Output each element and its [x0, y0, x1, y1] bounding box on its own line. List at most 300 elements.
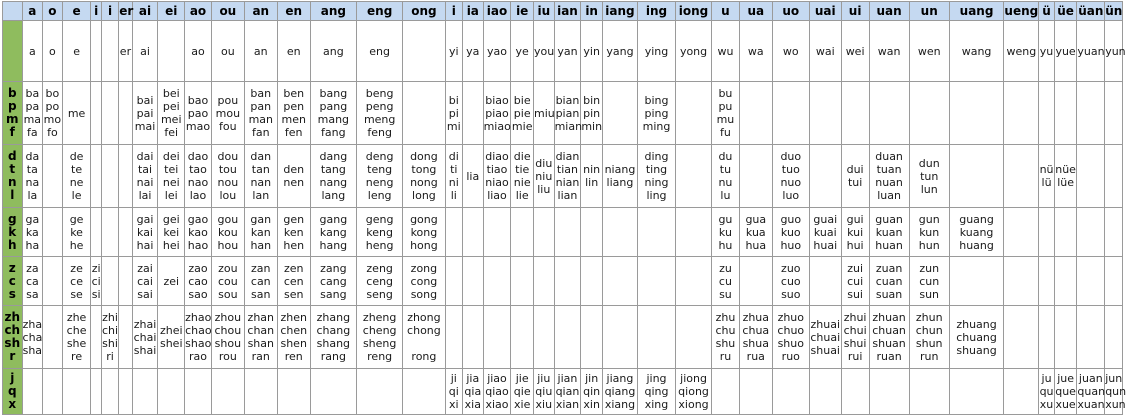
syllable-cell: ba pa ma fa: [22, 82, 43, 145]
syllable-cell: gu ku hu: [712, 208, 740, 257]
syllable-cell: zhan chan shan ran: [244, 306, 277, 369]
initial-group-label: j q x: [3, 369, 23, 415]
final-header-cell: a: [22, 2, 43, 21]
standalone-syllable-cell: [403, 21, 445, 82]
syllable-cell: [809, 369, 841, 415]
syllable-cell: ben pen men fen: [277, 82, 310, 145]
syllable-cell: [22, 369, 43, 415]
standalone-syllable-cell: [158, 21, 185, 82]
initial-group-row: [3, 306, 1123, 369]
syllable-cell: ban pan man fan: [244, 82, 277, 145]
syllable-cell: [1077, 306, 1105, 369]
syllable-cell: [119, 306, 132, 369]
syllable-cell: [534, 208, 555, 257]
syllable-cell: jian qian xian: [554, 369, 581, 415]
syllable-cell: bei pei mei fei: [158, 82, 185, 145]
syllable-cell: [211, 369, 244, 415]
syllable-cell: [809, 82, 841, 145]
syllable-cell: [581, 208, 603, 257]
syllable-cell: [1105, 145, 1123, 208]
initial-group-label: b p m f: [3, 82, 23, 145]
syllable-cell: jin qin xin: [581, 369, 603, 415]
syllable-cell: gou kou hou: [211, 208, 244, 257]
syllable-cell: bi pi mi: [445, 82, 463, 145]
final-header-cell: en: [277, 2, 310, 21]
syllable-cell: [1004, 145, 1039, 208]
final-header-cell: ong: [403, 2, 445, 21]
syllable-cell: [483, 257, 511, 306]
syllable-cell: [602, 257, 637, 306]
syllable-cell: [91, 369, 101, 415]
syllable-cell: zhuan chuan shuan ruan: [869, 306, 909, 369]
syllable-cell: gun kun hun: [909, 208, 949, 257]
syllable-cell: [445, 208, 463, 257]
final-header-cell: eng: [357, 2, 403, 21]
syllable-cell: [1039, 306, 1054, 369]
standalone-syllable-cell: [101, 21, 119, 82]
syllable-cell: ding ting ning ling: [637, 145, 675, 208]
final-header-cell: ui: [841, 2, 869, 21]
syllable-cell: zhang chang shang rang: [310, 306, 356, 369]
syllable-cell: [869, 369, 909, 415]
syllable-cell: [1039, 82, 1054, 145]
initial-group-label: g k h: [3, 208, 23, 257]
standalone-syllable-cell: en: [277, 21, 310, 82]
syllable-cell: [772, 82, 809, 145]
syllable-cell: [101, 208, 119, 257]
syllable-cell: [809, 145, 841, 208]
syllable-cell: [1105, 257, 1123, 306]
syllable-cell: [119, 369, 132, 415]
syllable-cell: jing qing xing: [637, 369, 675, 415]
syllable-cell: [581, 257, 603, 306]
syllable-cell: bo po mo fo: [43, 82, 63, 145]
finals-header-row: [3, 2, 1123, 21]
syllable-cell: ju qu xu: [1039, 369, 1054, 415]
syllable-cell: [310, 369, 356, 415]
syllable-cell: [676, 208, 712, 257]
standalone-syllable-cell: [91, 21, 101, 82]
syllable-cell: [739, 82, 772, 145]
syllable-cell: [101, 145, 119, 208]
syllable-cell: [1054, 306, 1077, 369]
syllable-cell: dong tong nong long: [403, 145, 445, 208]
syllable-cell: dian tian nian lian: [554, 145, 581, 208]
syllable-cell: dao tao nao lao: [185, 145, 212, 208]
standalone-syllable-cell: yu: [1039, 21, 1054, 82]
syllable-cell: beng peng meng feng: [357, 82, 403, 145]
syllable-cell: [445, 306, 463, 369]
syllable-cell: zen cen sen: [277, 257, 310, 306]
final-header-cell: ai: [132, 2, 158, 21]
syllable-cell: [62, 369, 91, 415]
final-header-cell: u: [712, 2, 740, 21]
syllable-cell: [739, 145, 772, 208]
syllable-cell: [1039, 208, 1054, 257]
standalone-syllable-cell: yao: [483, 21, 511, 82]
final-header-cell: uo: [772, 2, 809, 21]
syllable-cell: [841, 82, 869, 145]
final-header-cell: an: [244, 2, 277, 21]
syllable-cell: [1004, 208, 1039, 257]
syllable-cell: nüe lüe: [1054, 145, 1077, 208]
syllable-cell: zhuang chuang shuang: [949, 306, 1004, 369]
syllable-cell: ga ka ha: [22, 208, 43, 257]
syllable-cell: [91, 82, 101, 145]
standalone-syllable-cell: e: [62, 21, 91, 82]
syllable-cell: [1004, 306, 1039, 369]
syllable-cell: [185, 369, 212, 415]
syllable-cell: duo tuo nuo luo: [772, 145, 809, 208]
syllable-cell: gong kong hong: [403, 208, 445, 257]
syllable-cell: [158, 369, 185, 415]
syllable-cell: zhong chong rong: [403, 306, 445, 369]
syllable-cell: [554, 208, 581, 257]
standalone-syllable-cell: ye: [511, 21, 534, 82]
syllable-cell: [1004, 257, 1039, 306]
initial-group-label: d t n l: [3, 145, 23, 208]
final-header-cell: uang: [949, 2, 1004, 21]
syllable-cell: [119, 208, 132, 257]
syllable-cell: zan can san: [244, 257, 277, 306]
syllable-cell: gao kao hao: [185, 208, 212, 257]
syllable-cell: [101, 257, 119, 306]
syllable-cell: [739, 369, 772, 415]
syllable-cell: [534, 306, 555, 369]
syllable-cell: niang liang: [602, 145, 637, 208]
syllable-cell: [403, 82, 445, 145]
syllable-cell: jiu qiu xiu: [534, 369, 555, 415]
syllable-cell: da ta na la: [22, 145, 43, 208]
standalone-syllable-cell: wai: [809, 21, 841, 82]
syllable-cell: [739, 257, 772, 306]
syllable-cell: zang cang sang: [310, 257, 356, 306]
syllable-cell: [43, 306, 63, 369]
syllable-cell: [463, 257, 484, 306]
syllable-cell: gei kei hei: [158, 208, 185, 257]
syllable-cell: zui cui sui: [841, 257, 869, 306]
syllable-cell: [772, 369, 809, 415]
standalone-syllable-cell: ao: [185, 21, 212, 82]
syllable-cell: duan tuan nuan luan: [869, 145, 909, 208]
syllable-cell: [949, 82, 1004, 145]
standalone-syllable-cell: wa: [739, 21, 772, 82]
syllable-cell: zha cha sha: [22, 306, 43, 369]
standalone-syllable-cell: ang: [310, 21, 356, 82]
syllable-cell: [277, 369, 310, 415]
standalone-syllable-cell: yi: [445, 21, 463, 82]
standalone-syllable-cell: ai: [132, 21, 158, 82]
syllable-cell: biao piao miao: [483, 82, 511, 145]
final-header-cell: üe: [1054, 2, 1077, 21]
syllable-cell: [554, 306, 581, 369]
syllable-cell: ge ke he: [62, 208, 91, 257]
final-header-cell: o: [43, 2, 63, 21]
syllable-cell: di ti ni li: [445, 145, 463, 208]
final-header-cell: i: [101, 2, 119, 21]
syllable-cell: zu cu su: [712, 257, 740, 306]
syllable-cell: zhuai chuai shuai: [809, 306, 841, 369]
syllable-cell: [637, 306, 675, 369]
initial-group-row: [3, 369, 1123, 415]
syllable-cell: jia qia xia: [463, 369, 484, 415]
syllable-cell: bin pin min: [581, 82, 603, 145]
syllable-cell: zheng cheng sheng reng: [357, 306, 403, 369]
final-header-cell: ün: [1105, 2, 1123, 21]
syllable-cell: nin lin: [581, 145, 603, 208]
syllable-cell: gui kui hui: [841, 208, 869, 257]
syllable-cell: guai kuai huai: [809, 208, 841, 257]
syllable-cell: zhen chen shen ren: [277, 306, 310, 369]
syllable-cell: [909, 82, 949, 145]
syllable-cell: dan tan nan lan: [244, 145, 277, 208]
syllable-cell: [841, 369, 869, 415]
syllable-cell: guang kuang huang: [949, 208, 1004, 257]
syllable-cell: [909, 369, 949, 415]
syllable-cell: [463, 208, 484, 257]
syllable-cell: zong cong song: [403, 257, 445, 306]
standalone-syllable-cell: weng: [1004, 21, 1039, 82]
syllable-cell: zhao chao shao rao: [185, 306, 212, 369]
syllable-cell: dei tei nei lei: [158, 145, 185, 208]
syllable-cell: [676, 82, 712, 145]
syllable-cell: [1039, 257, 1054, 306]
initial-group-row: [3, 208, 1123, 257]
syllable-cell: [119, 257, 132, 306]
syllable-cell: zuo cuo suo: [772, 257, 809, 306]
standalone-syllable-cell: yang: [602, 21, 637, 82]
syllable-cell: [676, 145, 712, 208]
syllable-cell: bie pie mie: [511, 82, 534, 145]
syllable-cell: ze ce se: [62, 257, 91, 306]
syllable-cell: [1105, 208, 1123, 257]
final-header-cell: iao: [483, 2, 511, 21]
standalone-syllable-row: [3, 21, 1123, 82]
syllable-cell: zhui chui shui rui: [841, 306, 869, 369]
final-header-cell: iu: [534, 2, 555, 21]
syllable-cell: [1054, 82, 1077, 145]
final-header-cell: ang: [310, 2, 356, 21]
syllable-cell: [43, 208, 63, 257]
syllable-cell: bing ping ming: [637, 82, 675, 145]
final-header-cell: un: [909, 2, 949, 21]
zero-initial-cell: [3, 21, 23, 82]
syllable-cell: dui tui: [841, 145, 869, 208]
syllable-cell: me: [62, 82, 91, 145]
syllable-cell: [602, 306, 637, 369]
final-header-cell: ü: [1039, 2, 1054, 21]
syllable-cell: [1004, 82, 1039, 145]
final-header-cell: er: [119, 2, 132, 21]
syllable-cell: [463, 306, 484, 369]
syllable-cell: [1077, 82, 1105, 145]
syllable-cell: jun qun xun: [1105, 369, 1123, 415]
syllable-cell: [1105, 306, 1123, 369]
final-header-cell: ou: [211, 2, 244, 21]
syllable-cell: [119, 145, 132, 208]
initial-group-row: [3, 82, 1123, 145]
syllable-cell: dun tun lun: [909, 145, 949, 208]
syllable-cell: zhi chi shi ri: [101, 306, 119, 369]
syllable-cell: [511, 257, 534, 306]
syllable-cell: zhe che she re: [62, 306, 91, 369]
syllable-cell: zhou chou shou rou: [211, 306, 244, 369]
syllable-cell: nü lü: [1039, 145, 1054, 208]
syllable-cell: zou cou sou: [211, 257, 244, 306]
syllable-cell: [602, 82, 637, 145]
final-header-cell: uai: [809, 2, 841, 21]
syllable-cell: zhei shei: [158, 306, 185, 369]
syllable-cell: zai cai sai: [132, 257, 158, 306]
standalone-syllable-cell: yong: [676, 21, 712, 82]
syllable-cell: [1105, 82, 1123, 145]
syllable-cell: [1054, 257, 1077, 306]
standalone-syllable-cell: er: [119, 21, 132, 82]
final-header-cell: ei: [158, 2, 185, 21]
syllable-cell: guan kuan huan: [869, 208, 909, 257]
final-header-cell: i: [91, 2, 101, 21]
syllable-cell: gen ken hen: [277, 208, 310, 257]
corner-cell: [3, 2, 23, 21]
syllable-cell: deng teng neng leng: [357, 145, 403, 208]
syllable-cell: jie qie xie: [511, 369, 534, 415]
syllable-cell: bang pang mang fang: [310, 82, 356, 145]
syllable-cell: dou tou nou lou: [211, 145, 244, 208]
standalone-syllable-cell: yuan: [1077, 21, 1105, 82]
syllable-cell: zhua chua shua rua: [739, 306, 772, 369]
syllable-cell: [949, 369, 1004, 415]
final-header-cell: ia: [463, 2, 484, 21]
final-header-cell: ie: [511, 2, 534, 21]
syllable-cell: [357, 369, 403, 415]
syllable-cell: gua kua hua: [739, 208, 772, 257]
syllable-cell: [1077, 257, 1105, 306]
syllable-cell: [511, 208, 534, 257]
syllable-cell: [483, 208, 511, 257]
final-header-cell: ueng: [1004, 2, 1039, 21]
syllable-cell: [43, 257, 63, 306]
final-header-cell: üan: [1077, 2, 1105, 21]
initial-group-label: z c s: [3, 257, 23, 306]
syllable-cell: za ca sa: [22, 257, 43, 306]
syllable-cell: [869, 82, 909, 145]
syllable-cell: [712, 369, 740, 415]
syllable-cell: bu pu mu fu: [712, 82, 740, 145]
final-header-cell: in: [581, 2, 603, 21]
syllable-cell: [244, 369, 277, 415]
syllable-cell: gan kan han: [244, 208, 277, 257]
syllable-cell: juan quan xuan: [1077, 369, 1105, 415]
syllable-cell: [1004, 369, 1039, 415]
initial-group-label: zh ch sh r: [3, 306, 23, 369]
syllable-cell: dai tai nai lai: [132, 145, 158, 208]
standalone-syllable-cell: yun: [1105, 21, 1123, 82]
syllable-cell: zhai chai shai: [132, 306, 158, 369]
final-header-cell: i: [445, 2, 463, 21]
syllable-cell: [676, 306, 712, 369]
syllable-cell: [445, 257, 463, 306]
standalone-syllable-cell: wang: [949, 21, 1004, 82]
standalone-syllable-cell: wan: [869, 21, 909, 82]
syllable-cell: [511, 306, 534, 369]
standalone-syllable-cell: a: [22, 21, 43, 82]
standalone-syllable-cell: o: [43, 21, 63, 82]
syllable-cell: [949, 257, 1004, 306]
syllable-cell: [676, 257, 712, 306]
syllable-cell: ji qi xi: [445, 369, 463, 415]
syllable-cell: die tie nie lie: [511, 145, 534, 208]
syllable-cell: zuan cuan suan: [869, 257, 909, 306]
standalone-syllable-cell: an: [244, 21, 277, 82]
syllable-cell: zun cun sun: [909, 257, 949, 306]
final-header-cell: uan: [869, 2, 909, 21]
syllable-cell: den nen: [277, 145, 310, 208]
standalone-syllable-cell: eng: [357, 21, 403, 82]
standalone-syllable-cell: yin: [581, 21, 603, 82]
final-header-cell: ua: [739, 2, 772, 21]
syllable-cell: bao pao mao: [185, 82, 212, 145]
syllable-cell: miu: [534, 82, 555, 145]
final-header-cell: ing: [637, 2, 675, 21]
syllable-cell: [91, 306, 101, 369]
syllable-cell: gai kai hai: [132, 208, 158, 257]
syllable-cell: [43, 369, 63, 415]
syllable-cell: zhun chun shun run: [909, 306, 949, 369]
syllable-cell: [581, 306, 603, 369]
syllable-cell: bai pai mai: [132, 82, 158, 145]
final-header-cell: iong: [676, 2, 712, 21]
standalone-syllable-cell: yue: [1054, 21, 1077, 82]
standalone-syllable-cell: wu: [712, 21, 740, 82]
syllable-cell: diu niu liu: [534, 145, 555, 208]
standalone-syllable-cell: ya: [463, 21, 484, 82]
initial-group-row: [3, 145, 1123, 208]
syllable-cell: jiong qiong xiong: [676, 369, 712, 415]
syllable-cell: [637, 257, 675, 306]
syllable-cell: zei: [158, 257, 185, 306]
syllable-cell: [43, 145, 63, 208]
syllable-cell: [101, 82, 119, 145]
syllable-cell: diao tiao niao liao: [483, 145, 511, 208]
syllable-cell: gang kang hang: [310, 208, 356, 257]
syllable-cell: [534, 257, 555, 306]
syllable-cell: [101, 369, 119, 415]
syllable-cell: jiang qiang xiang: [602, 369, 637, 415]
syllable-cell: [463, 82, 484, 145]
syllable-cell: [602, 208, 637, 257]
syllable-cell: [91, 208, 101, 257]
initial-group-row: [3, 257, 1123, 306]
standalone-syllable-cell: you: [534, 21, 555, 82]
pinyin-table: [2, 1, 1126, 415]
syllable-cell: [132, 369, 158, 415]
syllable-cell: pou mou fou: [211, 82, 244, 145]
final-header-cell: iang: [602, 2, 637, 21]
syllable-cell: de te ne le: [62, 145, 91, 208]
syllable-cell: guo kuo huo: [772, 208, 809, 257]
syllable-cell: jiao qiao xiao: [483, 369, 511, 415]
syllable-cell: bian pian mian: [554, 82, 581, 145]
syllable-cell: [809, 257, 841, 306]
final-header-cell: e: [62, 2, 91, 21]
syllable-cell: [1077, 145, 1105, 208]
standalone-syllable-cell: wei: [841, 21, 869, 82]
syllable-cell: zhuo chuo shuo ruo: [772, 306, 809, 369]
syllable-cell: [403, 369, 445, 415]
syllable-cell: [949, 145, 1004, 208]
standalone-syllable-cell: ying: [637, 21, 675, 82]
syllable-cell: geng keng heng: [357, 208, 403, 257]
